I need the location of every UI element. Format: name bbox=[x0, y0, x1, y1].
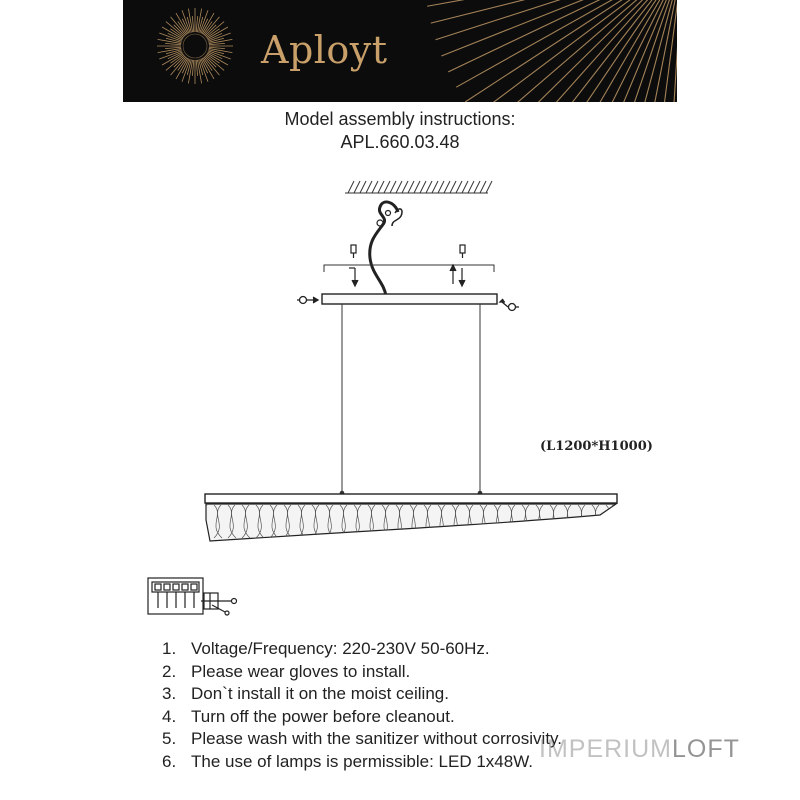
list-item: 3. Don`t install it on the moist ceiling. bbox=[162, 684, 449, 704]
led-fixture bbox=[200, 494, 642, 541]
list-item: 1. Voltage/Frequency: 220-230V 50-60Hz. bbox=[162, 639, 490, 658]
list-item: 6. The use of lamps is permissible: LED 1x48W. bbox=[162, 751, 534, 771]
watermark: IMPERIUMLOFT bbox=[539, 735, 740, 763]
brand-logo-text: Aployt bbox=[261, 28, 388, 72]
list-item: 4. Turn off the power before cleanout. bbox=[162, 706, 455, 726]
terminal-block-icon bbox=[148, 578, 237, 615]
instructions-list bbox=[162, 638, 562, 774]
suspension-cables bbox=[340, 304, 482, 495]
wire-cable bbox=[370, 202, 398, 296]
list-item: 5. Please wash with the sanitizer without corrosivity. bbox=[162, 729, 563, 749]
ceiling-plate bbox=[322, 294, 497, 304]
list-item: 2. Please wear gloves to install. bbox=[162, 661, 411, 681]
model-number: APL.660.03.48 bbox=[340, 132, 460, 152]
ceiling-hatch bbox=[345, 181, 492, 193]
page-title: Model assembly instructions: bbox=[284, 109, 516, 129]
dimensions-label: (L1200*H1000) bbox=[540, 439, 653, 454]
